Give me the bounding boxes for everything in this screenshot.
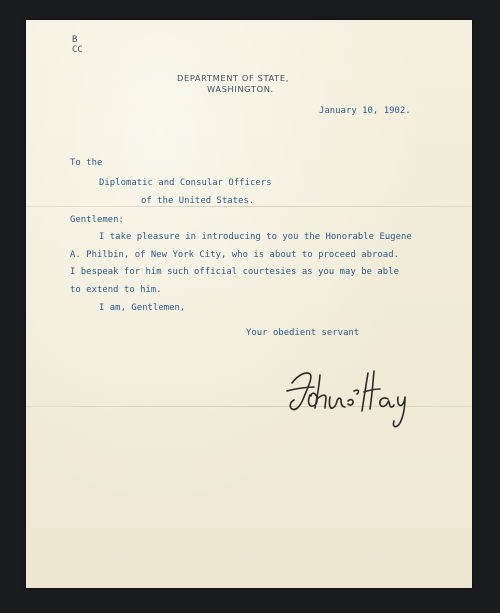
salutation-to: To the (70, 158, 103, 168)
closing-line-1: I am, Gentlemen, (99, 303, 186, 313)
body-line-3: I bespeak for him such official courtesies as you may be able (70, 267, 399, 277)
letterhead-department: DEPARTMENT OF STATE, (177, 73, 289, 83)
greeting: Gentlemen: (70, 215, 124, 225)
body-line-1: I take pleasure in introducing to you the Honorable Eugene (99, 232, 412, 242)
letterhead-city: WASHINGTON. (207, 84, 274, 94)
file-initials-1: B (72, 35, 78, 45)
recipients-line-1: Diplomatic and Consular Officers (99, 178, 272, 188)
handwritten-signature (284, 365, 414, 435)
body-line-2: A. Philbin, of New York City, who is about to proceed abroad. (70, 250, 399, 260)
letter-paper (26, 20, 472, 588)
closing-line-2: Your obedient servant (246, 328, 360, 338)
file-initials-2: CC (72, 45, 83, 55)
recipients-line-2: of the United States. (141, 196, 255, 206)
letter-date: January 10, 1902. (319, 106, 411, 116)
paper-fold-line (26, 206, 472, 207)
body-line-4: to extend to him. (70, 285, 162, 295)
